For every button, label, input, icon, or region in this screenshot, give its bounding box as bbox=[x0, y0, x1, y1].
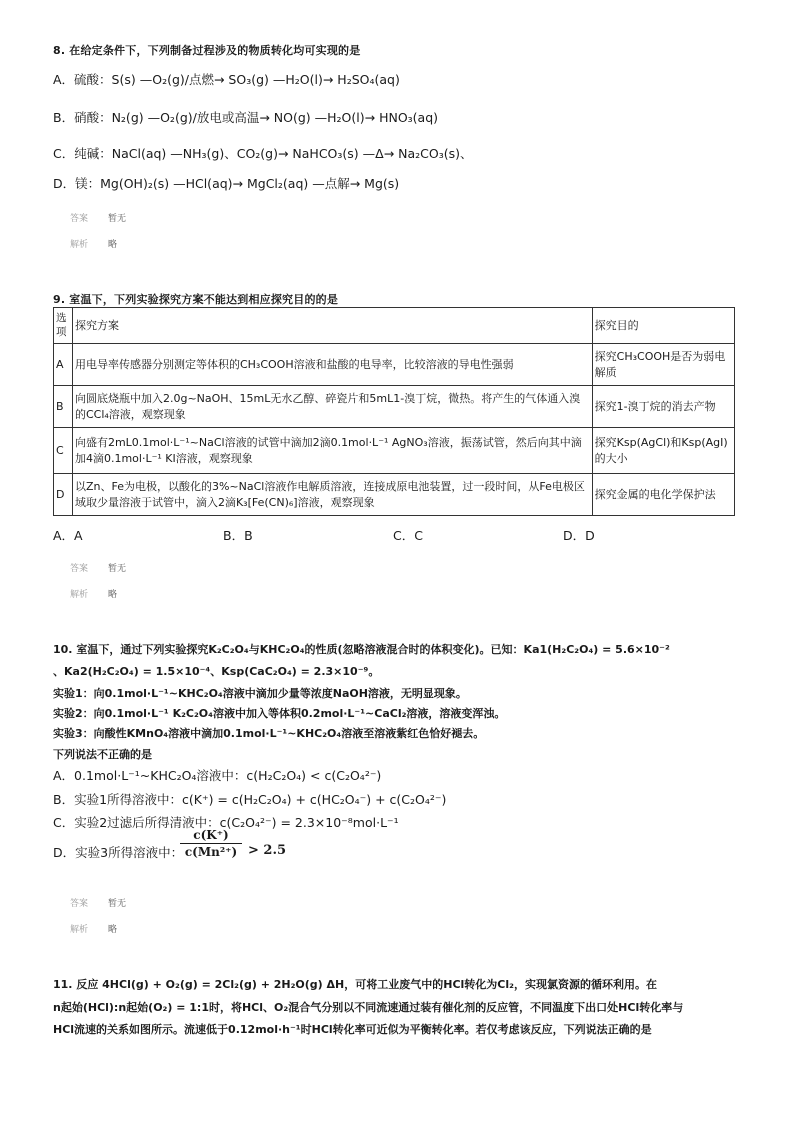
analysis-label: 解析 bbox=[70, 590, 89, 600]
option-d-prefix: D．实验3所得溶液中： bbox=[53, 845, 184, 860]
table-header-row bbox=[54, 308, 735, 344]
answer-label: 答案 bbox=[70, 564, 89, 574]
question-9-choice-b: B．B bbox=[223, 528, 253, 543]
question-10-option-c: C．实验2过滤后所得清液中：c(C₂O₄²⁻) = 2.3×10⁻⁸mol·L⁻¹ bbox=[53, 815, 399, 830]
row-plan: 向盛有2mL0.1mol·L⁻¹~NaCl溶液的试管中滴加2滴0.1mol·L⁻¹ AgNO₃溶液，振荡试管，然后向其中滴加4滴0.1mol·L⁻¹ KI溶液，观察现象 bbox=[72, 428, 592, 474]
answer-value: 暂无 bbox=[108, 214, 127, 224]
analysis-value: 略 bbox=[108, 925, 118, 935]
row-goal: 探究1-溴丁烷的消去产物 bbox=[592, 386, 734, 428]
analysis-label: 解析 bbox=[70, 925, 89, 935]
question-10-stem-line-2: 、Ka2(H₂C₂O₄) = 1.5×10⁻⁴、Ksp(CaC₂O₄) = 2.3×10⁻⁹。 bbox=[53, 665, 380, 678]
question-8-option-a: A．硫酸：S(s) —O₂(g)/点燃→ SO₃(g) —H₂O(l)→ H₂SO₄(aq) bbox=[53, 72, 400, 87]
analysis-value: 略 bbox=[108, 240, 118, 250]
experiment-table bbox=[53, 307, 735, 516]
row-plan: 用电导率传感器分别测定等体积的CH₃COOH溶液和盐酸的电导率，比较溶液的导电性强弱 bbox=[72, 344, 592, 386]
fraction bbox=[180, 828, 242, 859]
question-10-option-a: A．0.1mol·L⁻¹~KHC₂O₄溶液中：c(H₂C₂O₄) < c(C₂O₄²⁻) bbox=[53, 768, 382, 783]
question-8-option-b: B．硝酸：N₂(g) —O₂(g)/放电或高温→ NO(g) —H₂O(l)→ HNO₃(aq) bbox=[53, 110, 439, 125]
question-11-line-1: 11. 反应 4HCl(g) + O₂(g) = 2Cl₂(g) + 2H₂O(g) ΔH，可将工业废气中的HCl转化为Cl₂，实现氯资源的循环利用。在 bbox=[53, 978, 657, 991]
row-option: A bbox=[54, 344, 73, 386]
row-option: C bbox=[54, 428, 73, 474]
fraction-denominator: c(Mn²⁺) bbox=[184, 845, 238, 859]
table-header-plan: 探究方案 bbox=[72, 308, 592, 344]
row-option: B bbox=[54, 386, 73, 428]
answer-value: 暂无 bbox=[108, 899, 127, 909]
row-goal: 探究Ksp(AgCl)和Ksp(AgI)的大小 bbox=[592, 428, 734, 474]
question-9-stem: 9. 室温下，下列实验探究方案不能达到相应探究目的的是 bbox=[53, 293, 339, 306]
question-8-option-d: D．镁：Mg(OH)₂(s) —HCl(aq)→ MgCl₂(aq) —点解→ Mg(s) bbox=[53, 176, 400, 191]
question-8-stem: 8. 在给定条件下，下列制备过程涉及的物质转化均可实现的是 bbox=[53, 44, 361, 57]
fraction-numerator: c(K⁺) bbox=[180, 828, 242, 844]
experiment-2: 实验2：向0.1mol·L⁻¹ K₂C₂O₄溶液中加入等体积0.2mol·L⁻¹~CaCl₂溶液，溶液变浑浊。 bbox=[53, 707, 506, 720]
question-10-ask: 下列说法不正确的是 bbox=[53, 748, 152, 761]
answer-value: 暂无 bbox=[108, 564, 127, 574]
question-11-line-3: HCl流速的关系如图所示。流速低于0.12mol·h⁻¹时HCl转化率可近似为平衡转化率。若仅考虑该反应，下列说法正确的是 bbox=[53, 1023, 652, 1036]
row-plan: 以Zn、Fe为电极，以酸化的3%~NaCl溶液作电解质溶液，连接成原电池装置，过一段时间，从Fe电极区域取少量溶液于试管中，滴入2滴K₃[Fe(CN)₆]溶液，观察现象 bbox=[72, 474, 592, 516]
question-9-choice-a: A．A bbox=[53, 528, 83, 543]
experiment-3: 实验3：向酸性KMnO₄溶液中滴加0.1mol·L⁻¹~KHC₂O₄溶液至溶液紫红色恰好褪去。 bbox=[53, 727, 485, 740]
row-plan: 向圆底烧瓶中加入2.0g~NaOH、15mL无水乙醇、碎瓷片和5mL1-溴丁烷，微热。将产生的气体通入溴的CCl₄溶液，观察现象 bbox=[72, 386, 592, 428]
question-10-option-d bbox=[53, 843, 183, 861]
row-goal: 探究CH₃COOH是否为弱电解质 bbox=[592, 344, 734, 386]
question-10-option-b: B．实验1所得溶液中：c(K⁺) = c(H₂C₂O₄) + c(HC₂O₄⁻) + c(C₂O₄²⁻) bbox=[53, 792, 447, 807]
answer-label: 答案 bbox=[70, 899, 89, 909]
table-row bbox=[54, 344, 735, 386]
table-row bbox=[54, 428, 735, 474]
question-8-option-c: C．纯碱：NaCl(aq) —NH₃(g)、CO₂(g)→ NaHCO₃(s) —Δ→ Na₂CO₃(s)、 bbox=[53, 146, 473, 161]
experiment-1: 实验1：向0.1mol·L⁻¹~KHC₂O₄溶液中滴加少量等浓度NaOH溶液，无明显现象。 bbox=[53, 687, 467, 700]
table-row bbox=[54, 474, 735, 516]
question-11-line-2: n起始(HCl):n起始(O₂) = 1:1时，将HCl、O₂混合气分别以不同流速通过装有催化剂的反应管，不同温度下出口处HCl转化率与 bbox=[53, 1001, 684, 1014]
table-row bbox=[54, 386, 735, 428]
question-10-stem-line-1: 10. 室温下，通过下列实验探究K₂C₂O₄与KHC₂O₄的性质(忽略溶液混合时的体积变化)。已知：Ka1(H₂C₂O₄) = 5.6×10⁻² bbox=[53, 643, 670, 656]
table-header-option: 选项 bbox=[54, 308, 73, 344]
row-goal: 探究金属的电化学保护法 bbox=[592, 474, 734, 516]
option-d-suffix: > 2.5 bbox=[248, 843, 287, 858]
question-9-choice-d: D．D bbox=[563, 528, 595, 543]
answer-label: 答案 bbox=[70, 214, 89, 224]
analysis-label: 解析 bbox=[70, 240, 89, 250]
table-header-goal: 探究目的 bbox=[592, 308, 734, 344]
question-9-choice-c: C．C bbox=[393, 528, 423, 543]
analysis-value: 略 bbox=[108, 590, 118, 600]
row-option: D bbox=[54, 474, 73, 516]
